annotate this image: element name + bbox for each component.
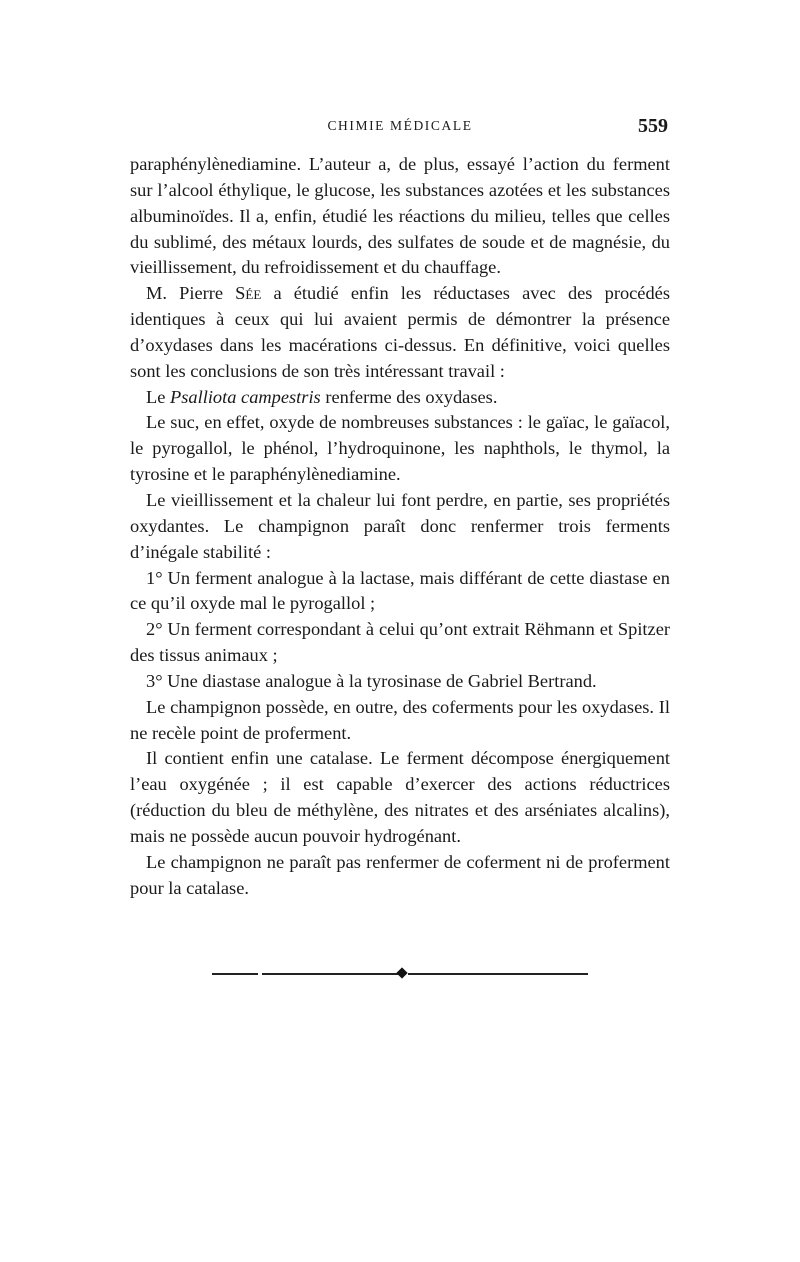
paragraph-4: Le suc, en effet, oxyde de nombreuses substances : le gaïac, le gaïacol, le pyrogallol, le phénol, l’hydroquinone, les naphthols, le thymol, la tyrosine et le paraphénylènediamine. <box>130 412 670 485</box>
paragraph-2-post: a étudié enfin les réductases avec des procédés identiques à ceux qui lui avaient permis de démontrer la présence d’oxydases dans les macérations ci-dessus. En définitive, voici quelles sont les conclusions de son très intéressant travail : <box>130 283 670 381</box>
paragraph-1: paraphénylènediamine. L’auteur a, de plus, essayé l’action du ferment sur l’alcool éthylique, le glucose, les substances azotées et les substances albuminoïdes. Il a, enfin, étudié les réactions du milieu, telles que celles du sublimé, des métaux lourds, des sulfates de soude et de magnésie, du vieillissement, du refroidissement et du chauffage. <box>130 154 670 278</box>
paragraph-11: Le champignon ne paraît pas renfermer de coferment ni de proferment pour la catalase. <box>130 851 670 898</box>
paragraph-2-pre: M. Pierre <box>146 283 224 304</box>
diamond-icon <box>396 967 407 978</box>
ornament-rule-left <box>262 973 398 975</box>
paragraph-9: Le champignon possède, en outre, des coferments pour les oxydases. Il ne recèle point de proferment. <box>130 696 670 743</box>
paragraph-5: Le vieillissement et la chaleur lui font perdre, en partie, ses propriétés oxydantes. Le champignon paraît donc renfermer trois ferments d’inégale stabilité : <box>130 489 670 562</box>
running-header <box>130 115 670 142</box>
paragraph-3-post: renferme des oxydases. <box>325 386 498 407</box>
ornament-rule-left-short <box>212 973 258 975</box>
section-end-ornament <box>212 968 588 980</box>
species-name: Psalliota campestris <box>170 386 321 407</box>
running-title: CHIMIE MÉDICALE <box>327 118 473 133</box>
list-item-3: 3° Une diastase analogue à la tyrosinase de Gabriel Bertrand. <box>146 670 597 691</box>
author-name-see: Sée <box>235 283 262 304</box>
paragraph-3 <box>130 385 670 411</box>
paragraph-2 <box>130 281 670 384</box>
paragraph-3-pre: Le <box>146 386 166 407</box>
page-number: 559 <box>638 115 668 137</box>
list-item-2: 2° Un ferment correspondant à celui qu’ont extrait Rëhmann et Spitzer des tissus animaux ; <box>130 619 670 666</box>
list-item-1: 1° Un ferment analogue à la lactase, mais différant de cette diastase en ce qu’il oxyde mal le pyrogallol ; <box>130 567 670 614</box>
body-text <box>130 152 670 901</box>
paragraph-10: Il contient enfin une catalase. Le ferment décompose énergiquement l’eau oxygénée ; il est capable d’exercer des actions réductrices (réduction du bleu de méthylène, des nitrates et des arséniates alcalins), mais ne possède aucun pouvoir hydrogénant. <box>130 748 670 846</box>
ornament-rule-right <box>408 973 588 975</box>
